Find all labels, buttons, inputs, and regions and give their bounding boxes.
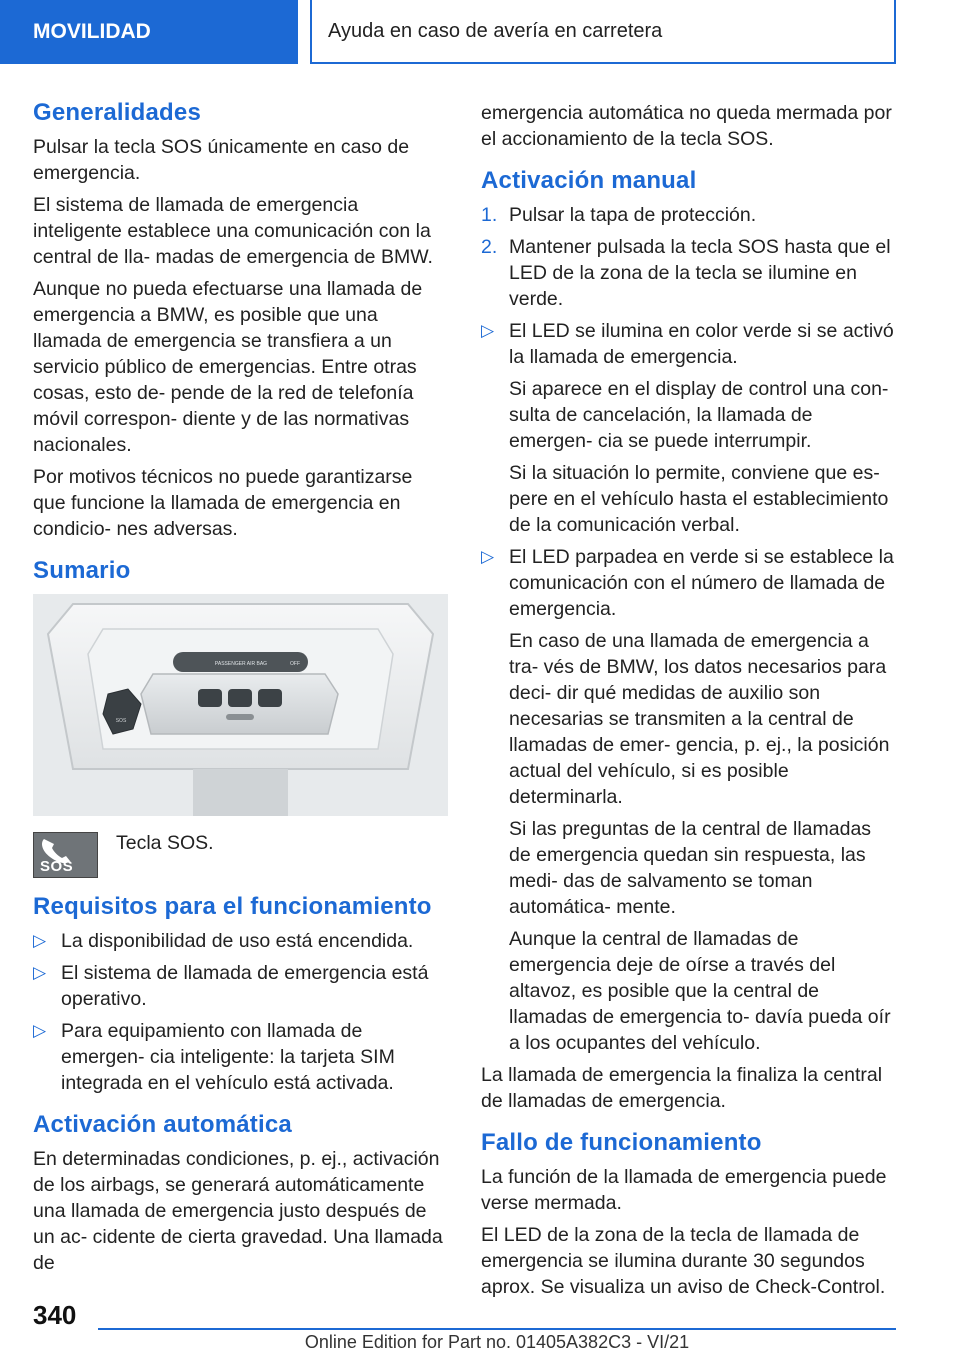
list-item-text: El LED parpadea en verde si se establece la comunicación con el número de llamada de emergencia. bbox=[509, 546, 894, 620]
step-item bbox=[481, 234, 897, 312]
step-number: 1. bbox=[481, 204, 498, 226]
list-subparagraph: En caso de una llamada de emergencia a tra‐ vés de BMW, los datos necesarios para deci‐ dir qué medidas de auxilio son necesarias se transmiten a la central de llamadas de emer‐ gencia, p. ej., la posición actual del vehículo, si es posible determinarla. bbox=[509, 630, 890, 808]
footer-divider bbox=[98, 1328, 896, 1330]
triangle-bullet-icon: ▷ bbox=[481, 321, 495, 340]
step-text: Pulsar la tapa de protección. bbox=[509, 204, 757, 226]
chapter-title: Ayuda en caso de avería en carretera bbox=[310, 0, 896, 64]
edition-note: Online Edition for Part no. 01405A382C3 - VI/21 bbox=[304, 1332, 690, 1352]
step-item bbox=[481, 202, 897, 228]
heading-generalidades: Generalidades bbox=[33, 99, 202, 126]
triangle-bullet-icon: ▷ bbox=[33, 1021, 47, 1040]
paragraph: Por motivos técnicos no puede garantizarse que funcione la llamada de emergencia en condicio‐ nes adversas. bbox=[33, 466, 413, 540]
paragraph: La llamada de emergencia la finaliza la central de llamadas de emergencia. bbox=[481, 1064, 883, 1112]
triangle-bullet-icon: ▷ bbox=[33, 963, 47, 982]
page-header bbox=[0, 0, 960, 66]
led-status-list bbox=[481, 318, 897, 1056]
section-tab: MOVILIDAD bbox=[0, 0, 298, 64]
page-number: 340 bbox=[33, 1300, 77, 1330]
step-number: 2. bbox=[481, 236, 498, 258]
triangle-bullet-icon: ▷ bbox=[33, 931, 47, 950]
list-item bbox=[33, 960, 448, 1012]
heading-sumario: Sumario bbox=[33, 557, 131, 584]
list-subparagraph: Si aparece en el display de control una con‐ sulta de cancelación, la llamada de emergen‐ cia se puede interrumpir. bbox=[509, 378, 889, 452]
list-item-text: Para equipamiento con llamada de emergen‐ cia inteligente: la tarjeta SIM integrada en el vehículo está activada. bbox=[61, 1020, 395, 1094]
sos-icon-text: SOS bbox=[40, 858, 74, 875]
paragraph: En determinadas condiciones, p. ej., activación de los airbags, se generará automáticamente una llamada de emergencia justo después de un ac‐ cidente de cierta gravedad. Una llamada de bbox=[33, 1148, 443, 1274]
heading-activacion-manual: Activación manual bbox=[481, 167, 697, 194]
triangle-bullet-icon: ▷ bbox=[481, 547, 495, 566]
list-subparagraph: Si las preguntas de la central de llamadas de emergencia quedan sin respuesta, las medi‐ das de salvamento se toman automática‐ mente. bbox=[509, 818, 872, 918]
heading-activacion-automatica: Activación automática bbox=[33, 1111, 292, 1138]
list-item-text: El LED se ilumina en color verde si se activó la llamada de emergencia. bbox=[509, 320, 894, 368]
paragraph: La función de la llamada de emergencia puede verse mermada. bbox=[481, 1166, 887, 1214]
list-subparagraph: Si la situación lo permite, conviene que es‐ pere en el vehículo hasta el establecimiento de la comunicación verbal. bbox=[509, 462, 889, 536]
sos-phone-icon bbox=[33, 832, 98, 878]
paragraph: El LED de la zona de la tecla de llamada de emergencia se ilumina durante 30 segundos aprox. Se visualiza un aviso de Check-Control. bbox=[481, 1224, 886, 1298]
left-column bbox=[33, 98, 448, 1282]
paragraph: Pulsar la tecla SOS únicamente en caso de emergencia. bbox=[33, 136, 410, 184]
sos-button-label: SOS bbox=[115, 718, 127, 724]
sos-caption-text: Tecla SOS. bbox=[116, 832, 214, 854]
airbag-off-label: OFF bbox=[290, 661, 300, 667]
list-item bbox=[33, 1018, 448, 1096]
passenger-airbag-label: PASSENGER AIR BAG bbox=[214, 661, 268, 667]
paragraph: El sistema de llamada de emergencia inteligente establece una comunicación con la central de lla‐ madas de emergencia de BMW. bbox=[33, 194, 433, 268]
list-subparagraph: Aunque la central de llamadas de emergencia deje de oírse a través del altavoz, es posible que la central de llamadas de emergencia to‐ davía pueda oír a los ocupantes del vehículo. bbox=[509, 928, 891, 1054]
heading-requisitos: Requisitos para el funcionamiento bbox=[33, 893, 432, 920]
overhead-console-figure bbox=[33, 594, 448, 816]
heading-fallo: Fallo de funcionamiento bbox=[481, 1129, 762, 1156]
list-item bbox=[481, 318, 897, 538]
list-item bbox=[481, 544, 897, 1056]
paragraph: Aunque no pueda efectuarse una llamada de emergencia a BMW, es posible que una llamada de emergencia se transfiera a un servicio público de emergencias. Entre otras cosas, esto de‐ pende de la red de telefonía móvil correspon‐ diente y de las normativas nacionales. bbox=[33, 278, 423, 456]
list-item-text: La disponibilidad de uso está encendida. bbox=[61, 930, 414, 952]
requisitos-list bbox=[33, 928, 448, 1096]
step-text: Mantener pulsada la tecla SOS hasta que el LED de la zona de la tecla se ilumine en verde. bbox=[509, 236, 891, 310]
list-item bbox=[33, 928, 448, 954]
sos-caption bbox=[33, 830, 448, 878]
list-item-text: El sistema de llamada de emergencia está operativo. bbox=[61, 962, 429, 1010]
right-column bbox=[481, 100, 897, 1306]
steps-list bbox=[481, 202, 897, 312]
paragraph: emergencia automática no queda mermada por el accionamiento de la tecla SOS. bbox=[481, 102, 892, 150]
overhead-console-illustration bbox=[33, 594, 448, 816]
